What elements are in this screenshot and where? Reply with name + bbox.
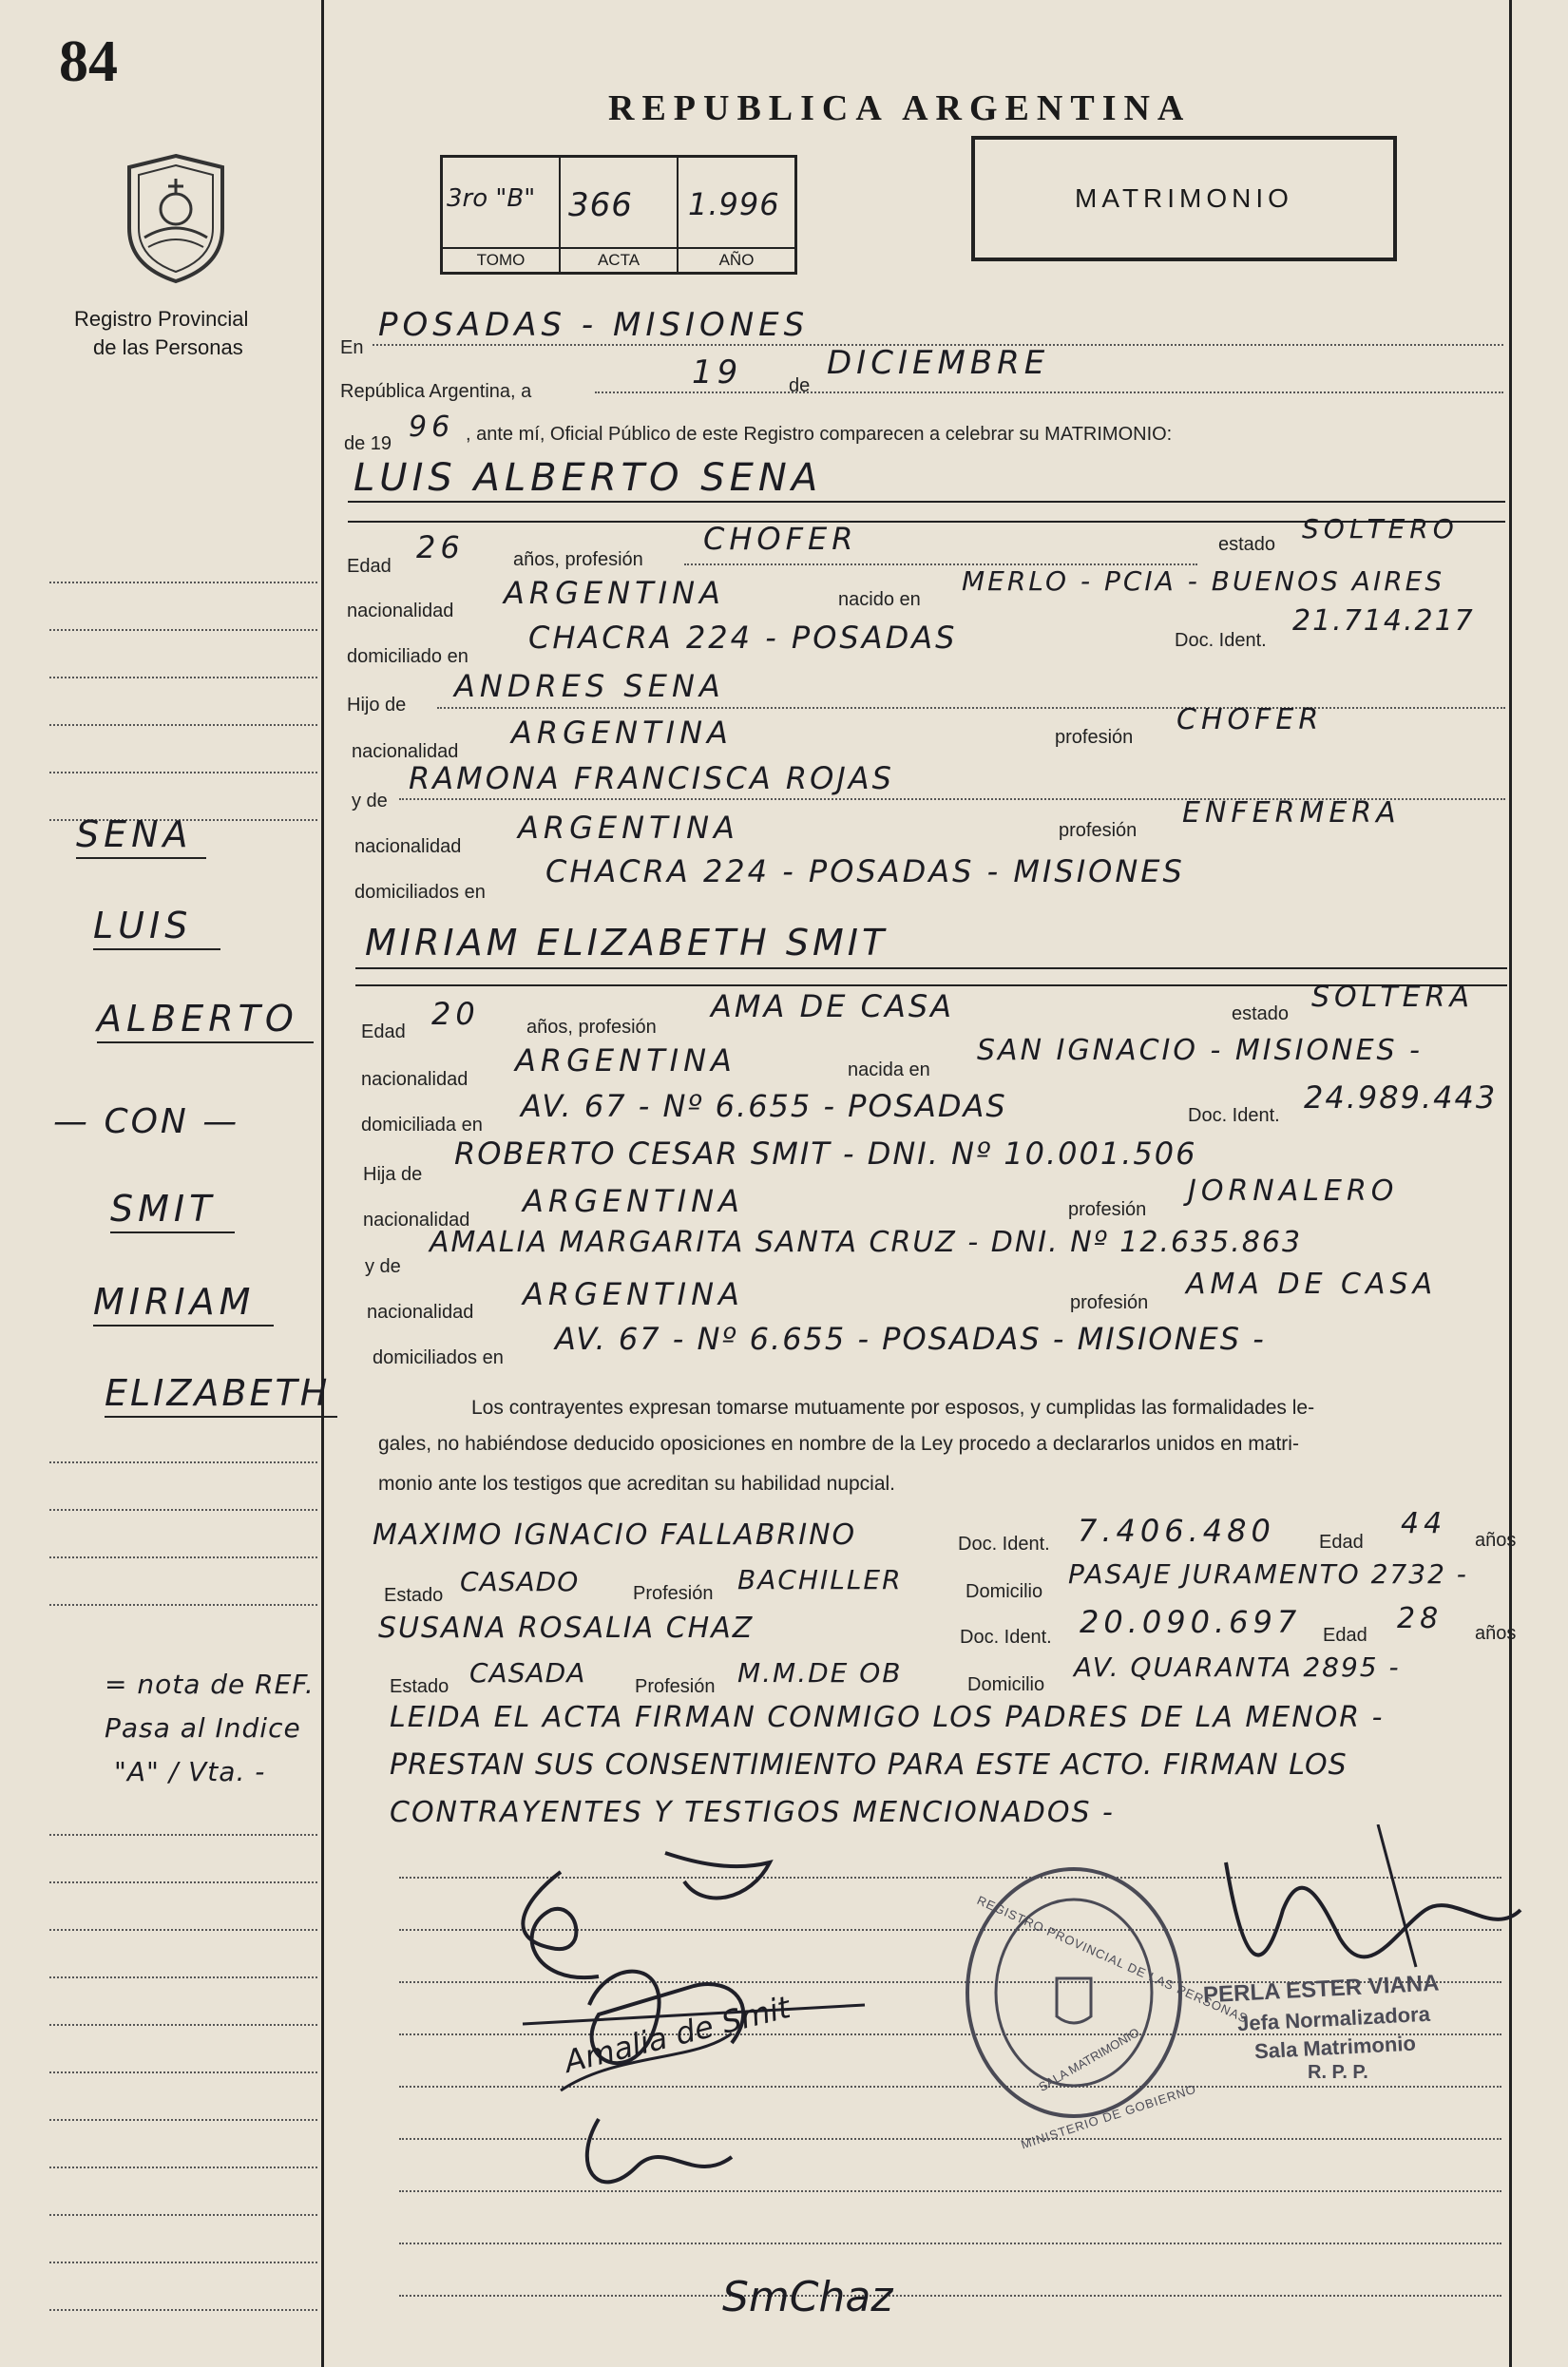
bride-birthplace: SAN IGNACIO - MISIONES - (977, 1034, 1423, 1067)
margin-line (49, 1976, 317, 1978)
record-type-box (971, 136, 1397, 261)
de-label: de (789, 375, 811, 396)
bride-estado-label: estado (1232, 1003, 1290, 1024)
bride-address: AV. 67 - Nº 6.655 - POSADAS (521, 1088, 1007, 1124)
bride-mother-nat-label: nacionalidad (367, 1302, 474, 1323)
groom-domicilio-label: domiciliado en (347, 646, 468, 667)
tomo-label: TOMO (443, 247, 559, 272)
bride-age: 20 (431, 996, 480, 1032)
round-stamp-ring-bottom: MINISTERIO DE GOBIERNO (1019, 2081, 1198, 2152)
groom-profession: CHOFER (703, 521, 858, 557)
margin-line (49, 2167, 317, 2168)
country-title: REPUBLICA ARGENTINA (608, 88, 1192, 128)
margin-line (49, 1461, 317, 1463)
witness2-age-label: Edad (1323, 1625, 1367, 1646)
groom-name-rule (348, 501, 1505, 503)
tomo-cell (443, 158, 561, 272)
witness2-domicilio-label: Domicilio (967, 1674, 1045, 1695)
bride-status: SOLTERA (1311, 981, 1474, 1014)
bride-father-prof-label: profesión (1068, 1199, 1147, 1220)
groom-father-underline (437, 707, 1505, 709)
official-dept: Sala Matrimonio (1253, 2031, 1417, 2064)
groom-mother-name: RAMONA FRANCISCA ROJAS (409, 760, 894, 796)
province-seal-icon (116, 150, 236, 285)
margin-name-con: — CON — (53, 1102, 240, 1141)
witness1-prof-label: Profesión (633, 1583, 714, 1604)
closing-note-2: PRESTAN SUS CONSENTIMIENTO PARA ESTE ACTO. FIRMAN LOS (390, 1748, 1348, 1782)
bride-doc: 24.989.443 (1304, 1079, 1498, 1116)
bride-mother-nationality: ARGENTINA (523, 1276, 744, 1312)
margin-line (49, 1881, 317, 1883)
groom-mother-profession: ENFERMERA (1182, 796, 1401, 830)
bride-name-rule (355, 967, 1507, 969)
bride-profesion-label: años, profesión (526, 1017, 657, 1038)
witness2-name: SUSANA ROSALIA CHAZ (378, 1612, 755, 1645)
witness1-doc: 7.406.480 (1078, 1513, 1275, 1549)
month-value: DICIEMBRE (827, 344, 1050, 382)
groom-birthplace: MERLO - PCIA - BUENOS AIRES (962, 565, 1445, 597)
signatures-graphic (447, 1843, 979, 2357)
closing-note-3: CONTRAYENTES Y TESTIGOS MENCIONADOS - (390, 1796, 1115, 1829)
bride-mother-profession: AMA DE CASA (1186, 1268, 1438, 1301)
witness1-age-label: Edad (1319, 1532, 1364, 1553)
declaration-line1: Los contrayentes expresan tomarse mutuamente por esposos, y cumplidas las formalidades le- (471, 1397, 1315, 1419)
witness1-address: PASAJE JURAMENTO 2732 - (1068, 1558, 1468, 1590)
witness2-age: 28 (1397, 1602, 1444, 1635)
bride-father-profession: JORNALERO (1188, 1174, 1399, 1208)
groom-mother-prof-label: profesión (1059, 820, 1138, 841)
margin-name-elizabeth: ELIZABETH (105, 1372, 337, 1418)
groom-father-nat-label: nacionalidad (352, 741, 459, 762)
record-type-label: MATRIMONIO (1075, 183, 1293, 213)
groom-father-nationality: ARGENTINA (511, 715, 733, 751)
year-prefix: de 19 (344, 433, 392, 454)
margin-name-luis: LUIS (93, 905, 220, 950)
registry-line2: de las Personas (93, 335, 243, 359)
witness1-anos: años (1475, 1530, 1517, 1551)
year-suffix: 96 (409, 410, 455, 444)
witness1-age: 44 (1401, 1507, 1447, 1540)
official-org: R. P. P. (1308, 2062, 1368, 2083)
witness2-profession: M.M.DE OB (737, 1657, 903, 1689)
ano-cell (679, 158, 794, 272)
margin-line (49, 677, 317, 678)
margin-line (49, 2262, 317, 2263)
bride-nacida-label: nacida en (848, 1059, 930, 1080)
republica-label: República Argentina, a (340, 381, 532, 402)
witness1-doc-label: Doc. Ident. (958, 1534, 1050, 1555)
margin-line (49, 1834, 317, 1836)
date-underline (595, 391, 1503, 393)
bride-parents-address: AV. 67 - Nº 6.655 - POSADAS - MISIONES - (555, 1321, 1266, 1357)
tomo-value: 3ro "B" (447, 184, 536, 213)
groom-father-profession: CHOFER (1176, 703, 1324, 736)
witness2-prof-label: Profesión (635, 1676, 716, 1697)
margin-line (49, 2214, 317, 2216)
closing-note-1: LEIDA EL ACTA FIRMAN CONMIGO LOS PADRES DE LA MENOR - (390, 1701, 1385, 1734)
witness2-status: CASADA (469, 1657, 586, 1689)
witness1-status: CASADO (460, 1566, 580, 1597)
margin-note-1: = nota de REF. (105, 1669, 315, 1700)
margin-line (49, 1604, 317, 1606)
bride-father-nationality: ARGENTINA (523, 1183, 744, 1219)
bride-mother-name: AMALIA MARGARITA SANTA CRUZ - DNI. Nº 12.635.863 (430, 1226, 1303, 1259)
declaration-line2: gales, no habiéndose deducido oposiciones en nombre de la Ley procedo a declararlos unidos en matri- (378, 1433, 1299, 1455)
day-value: 19 (692, 353, 743, 391)
groom-nacido-label: nacido en (838, 589, 921, 610)
witness1-domicilio-label: Domicilio (966, 1581, 1043, 1602)
groom-estado-label: estado (1218, 534, 1276, 555)
groom-name: LUIS ALBERTO SENA (354, 456, 823, 500)
acta-label: ACTA (561, 247, 677, 272)
margin-name-smit: SMIT (110, 1188, 235, 1233)
bride-parents-dom-label: domiciliados en (373, 1347, 504, 1368)
groom-father-prof-label: profesión (1055, 727, 1134, 748)
margin-line (49, 1509, 317, 1511)
margin-line (49, 2119, 317, 2121)
margin-note-3: "A" / Vta. - (114, 1756, 266, 1787)
witness1-estado-label: Estado (384, 1585, 444, 1606)
witness2-anos: años (1475, 1623, 1517, 1644)
groom-nationality: ARGENTINA (504, 575, 725, 611)
witness2-doc-label: Doc. Ident. (960, 1627, 1052, 1648)
groom-address: CHACRA 224 - POSADAS (528, 620, 958, 656)
bride-doc-label: Doc. Ident. (1188, 1105, 1280, 1126)
bride-hija-label: Hija de (363, 1164, 423, 1185)
margin-line (49, 1929, 317, 1931)
groom-status: SOLTERO (1302, 513, 1459, 544)
margin-name-alberto: ALBERTO (97, 998, 314, 1043)
witness2-estado-label: Estado (390, 1676, 449, 1697)
groom-doc: 21.714.217 (1292, 604, 1475, 638)
page-number: 84 (59, 29, 118, 94)
bride-father-name: ROBERTO CESAR SMIT - DNI. Nº 10.001.506 (454, 1136, 1197, 1172)
groom-doc-label: Doc. Ident. (1175, 630, 1267, 651)
groom-parents-address: CHACRA 224 - POSADAS - MISIONES (545, 853, 1185, 889)
margin-line (49, 2024, 317, 2026)
bride-mother-prof-label: profesión (1070, 1292, 1149, 1313)
margin-name-sena: SENA (76, 813, 206, 859)
bride-nationality: ARGENTINA (515, 1042, 736, 1079)
groom-profesion-label: años, profesión (513, 549, 643, 570)
acta-value: 366 (568, 186, 633, 224)
bride-profession: AMA DE CASA (711, 988, 955, 1024)
bride-domicilio-label: domiciliada en (361, 1115, 483, 1136)
margin-line (49, 1556, 317, 1558)
groom-mother-yde-label: y de (352, 791, 388, 811)
groom-hijo-label: Hijo de (347, 695, 407, 716)
groom-age: 26 (416, 529, 465, 565)
groom-mother-nationality: ARGENTINA (518, 810, 739, 846)
groom-father-name: ANDRES SENA (454, 668, 725, 704)
round-stamp-center: SALA MATRIMONIO (1036, 2025, 1142, 2094)
acta-cell (561, 158, 679, 272)
ano-label: AÑO (679, 247, 794, 272)
bride-name: MIRIAM ELIZABETH SMIT (365, 922, 889, 964)
bride-father-nat-label: nacionalidad (363, 1210, 470, 1231)
margin-note-2: Pasa al Indice (105, 1712, 301, 1744)
bride-mother-yde-label: y de (365, 1256, 401, 1277)
margin-name-miriam: MIRIAM (93, 1281, 274, 1327)
witness1-name: MAXIMO IGNACIO FALLABRINO (373, 1518, 857, 1552)
groom-age-label: Edad (347, 556, 392, 577)
en-label: En (340, 337, 364, 358)
margin-line (49, 2071, 317, 2073)
round-stamp-ring-top: REGISTRO PROVINCIAL DE LAS PERSONAS (974, 1893, 1251, 2026)
official-name: PERLA ESTER VIANA (1202, 1970, 1440, 2009)
record-box (440, 155, 797, 275)
margin-line (49, 724, 317, 726)
witness2-address: AV. QUARANTA 2895 - (1074, 1651, 1401, 1683)
bride-nationality-label: nacionalidad (361, 1069, 468, 1090)
margin-line (49, 629, 317, 631)
official-title: Jefa Normalizadora (1236, 2001, 1431, 2036)
witness1-profession: BACHILLER (737, 1564, 903, 1595)
groom-mother-nat-label: nacionalidad (354, 836, 462, 857)
groom-parents-dom-label: domiciliados en (354, 882, 486, 903)
declaration-line3: monio ante los testigos que acreditan su habilidad nupcial. (378, 1473, 896, 1495)
left-border-line (321, 0, 324, 2367)
ano-value: 1.996 (688, 186, 780, 222)
place-value: POSADAS - MISIONES (378, 306, 810, 344)
signature-chaz: SmChaz (722, 2273, 893, 2321)
margin-line (49, 772, 317, 773)
groom-nationality-label: nacionalidad (347, 601, 454, 621)
registry-line1: Registro Provincial (74, 307, 249, 331)
margin-line (49, 2309, 317, 2311)
bride-age-label: Edad (361, 1021, 406, 1042)
signature-amalia: Amalia de Smit (561, 1989, 794, 2080)
margin-line (49, 582, 317, 583)
witness2-doc: 20.090.697 (1080, 1604, 1302, 1640)
intro-text: , ante mí, Oficial Público de este Registro comparecen a celebrar su MATRIMONIO: (466, 424, 1173, 445)
